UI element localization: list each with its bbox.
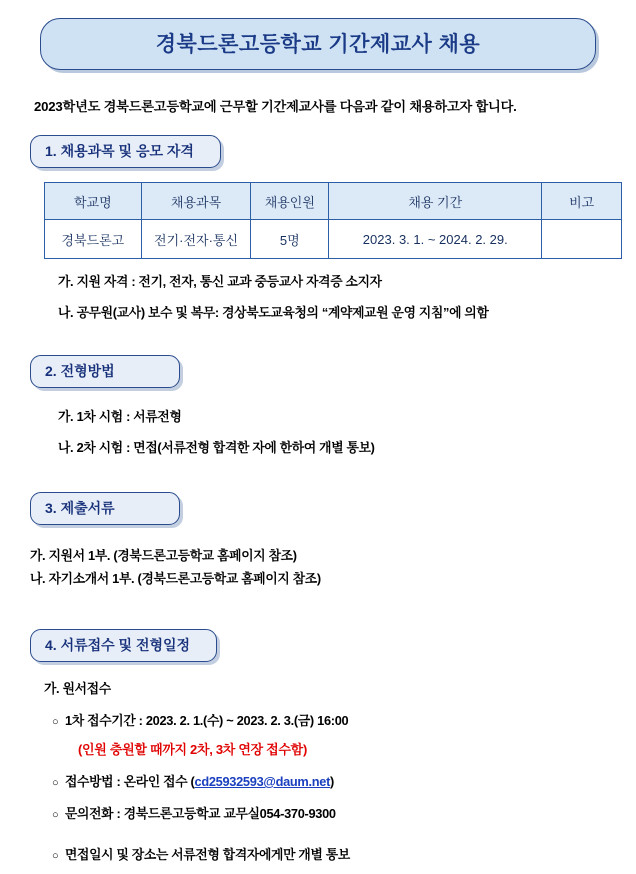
section-3-item-1: 가. 지원서 1부. (경북드론고등학교 홈페이지 참조) xyxy=(30,548,297,563)
section-4-item-2 xyxy=(52,771,614,790)
table-row xyxy=(45,220,622,259)
section-4-item-2-suffix: ) xyxy=(330,774,335,789)
section-3-item-2: 나. 자기소개서 1부. (경북드론고등학교 홈페이지 참조) xyxy=(30,571,321,586)
recruitment-table xyxy=(44,182,622,259)
page-title: 경북드론고등학교 기간제교사 채용 xyxy=(155,33,481,56)
table-header-cell: 채용 기간 xyxy=(329,183,542,220)
table-cell-school: 경북드론고 xyxy=(45,220,142,259)
section-4-item-2-prefix: 접수방법 : 온라인 접수 ( xyxy=(65,774,195,789)
section-4-heading: 4. 서류접수 및 전형일정 xyxy=(30,629,217,662)
table-cell-count: 5명 xyxy=(251,220,329,259)
section-3-heading: 3. 제출서류 xyxy=(30,492,180,525)
section-1-heading: 1. 채용과목 및 응모 자격 xyxy=(30,135,221,168)
section-4-subheading: 가. 원서접수 xyxy=(44,681,111,696)
contact-phone: 054-370-9300 xyxy=(259,806,336,821)
intro-text: 2023학년도 경북드론고등학교에 근무할 기간제교사를 다음과 같이 채용하고자 합니다. xyxy=(34,99,517,114)
section-4-item-1-text: 1차 접수기간 : 2023. 2. 1.(수) ~ 2023. 2. 3.(금) 16:00 xyxy=(65,713,349,728)
section-4-item-4-text: 면접일시 및 장소는 서류전형 합격자에게만 개별 통보 xyxy=(65,847,350,862)
document-title-banner xyxy=(40,18,596,70)
table-header-cell: 채용과목 xyxy=(141,183,251,220)
circle-bullet-icon: ○ xyxy=(52,850,59,862)
table-cell-subject: 전기·전자·통신 xyxy=(141,220,251,259)
table-header-row xyxy=(45,183,622,220)
table-cell-note xyxy=(542,220,622,259)
circle-bullet-icon: ○ xyxy=(52,777,59,789)
section-1 xyxy=(22,135,614,168)
section-4-item-3-prefix: 문의전화 : 경북드론고등학교 교무실 xyxy=(65,806,260,821)
section-4-item-3 xyxy=(52,803,614,822)
table-header-cell: 비고 xyxy=(542,183,622,220)
table-header-cell: 채용인원 xyxy=(251,183,329,220)
circle-bullet-icon: ○ xyxy=(52,716,59,728)
recruitment-table-wrapper xyxy=(44,182,604,259)
section-1-item-2: 나. 공무원(교사) 보수 및 복무: 경상북도교육청의 “계약제교원 운영 지침”에 의함 xyxy=(58,305,489,320)
table-cell-period: 2023. 3. 1. ~ 2024. 2. 29. xyxy=(329,220,542,259)
circle-bullet-icon: ○ xyxy=(52,809,59,821)
section-2-heading: 2. 전형방법 xyxy=(30,355,180,388)
section-4-item-4 xyxy=(52,844,614,863)
section-2 xyxy=(22,355,614,388)
section-2-item-1: 가. 1차 시험 : 서류전형 xyxy=(58,409,182,424)
email-link[interactable]: cd25932593@daum.net xyxy=(194,774,331,789)
section-4 xyxy=(22,629,614,662)
section-1-item-1: 가. 지원 자격 : 전기, 전자, 통신 교과 중등교사 자격증 소지자 xyxy=(58,274,382,289)
table-header-cell: 학교명 xyxy=(45,183,142,220)
section-3 xyxy=(22,492,614,525)
section-4-item-1 xyxy=(52,710,614,729)
section-4-red-note: (인원 충원할 때까지 2차, 3차 연장 접수함) xyxy=(78,742,307,757)
section-2-item-2: 나. 2차 시험 : 면접(서류전형 합격한 자에 한하여 개별 통보) xyxy=(58,440,375,455)
